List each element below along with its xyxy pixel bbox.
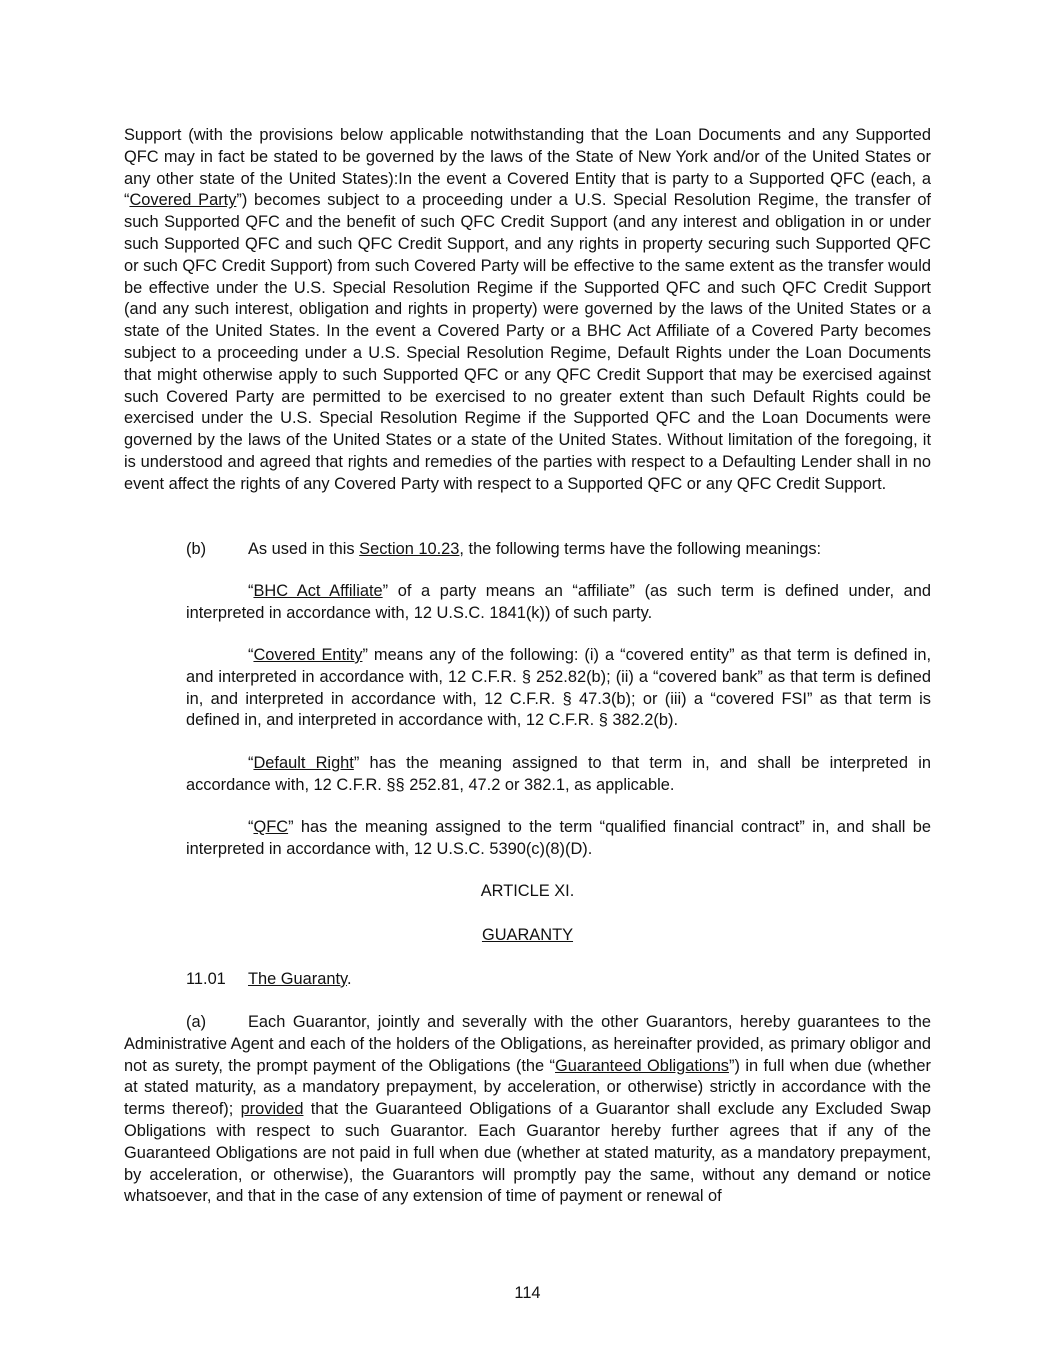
- paragraph-label: (b): [186, 540, 207, 558]
- paragraph-text: ”) in full when due (whether at stated maturity, as a mandatory prepayment, by acceleration, or otherwise) strictly in accordance with the terms thereof);: [124, 1056, 931, 1119]
- section-number: 11.01: [186, 970, 226, 988]
- definition-default-right: “Default Right” has the meaning assigned to that term in, and shall be interpreted in accordance with, 12 C.F.R. §§ 252.81, 47.2 or 382.1, as applicable.: [186, 754, 931, 794]
- paragraph-b: [186, 539, 931, 561]
- article-title: GUARANTY: [481, 926, 574, 944]
- paragraph-text: Support (with the provisions below applicable notwithstanding that the Loan Documents and any Supported QFC may in fact be stated to be governed by the laws of the State of New York and/or of the United States or any other state of the United States):In the event a Covered Entity that is party to a Supported QFC (each, a “: [124, 126, 931, 210]
- definition-bhc-act-affiliate: “BHC Act Affiliate” of a party means an “affiliate” (as such term is defined under, and interpreted in accordance with, 12 U.S.C. 1841(k)) of such party.: [186, 582, 931, 622]
- definition-text: ” has the meaning assigned to the term “qualified financial contract” in, and shall be interpreted in accordance with, 12 U.S.C. 5390(c)(8)(D).: [186, 818, 931, 858]
- paragraph-text: Each Guarantor, jointly and severally with the other Guarantors, hereby guarantees to the Administrative Agent and each of the holders of the Obligations, as hereinafter provided, as primary obligor and not as surety, the prompt payment of the Obligations (the “: [124, 1013, 931, 1075]
- article-heading: ARTICLE XI.: [480, 882, 575, 900]
- definition-qfc: “QFC” has the meaning assigned to the term “qualified financial contract” in, and shall be interpreted in accordance with, 12 U.S.C. 5390(c)(8)(D).: [186, 818, 931, 858]
- section-heading-1101: 11.01 The Guaranty.: [186, 969, 931, 991]
- provided-term: provided: [240, 1100, 304, 1119]
- definition-text: ” of a party means an “affiliate” (as such term is defined under, and interpreted in accordance with, 12 U.S.C. 1841(k)) of such party.: [186, 582, 931, 622]
- definition-text: ” means any of the following: (i) a “covered entity” as that term is defined in, and interpreted in accordance with, 12 C.F.R. § 252.82(b); (ii) a “covered bank” as that term is defined in, and interpreted in accordance with, 12 C.F.R. § 47.3(b); or (iii) a “covered FSI” as that term is defined in, and interpreted in accordance with, 12 C.F.R. § 382.2(b).: [186, 646, 932, 730]
- defined-term: Covered Entity: [253, 646, 363, 664]
- definition-covered-entity: “Covered Entity” means any of the following: (i) a “covered entity” as that term is defined in, and interpreted in accordance with, 12 C.F.R. § 252.82(b); (ii) a “covered bank” as that term is defined in, and interpreted in accordance with, 12 C.F.R. § 47.3(b); or (iii) a “covered FSI” as that term is defined in, and interpreted in accordance with, 12 C.F.R. § 382.2(b).: [186, 646, 932, 730]
- defined-term-guaranteed-obligations: Guaranteed Obligations: [555, 1056, 729, 1075]
- defined-term: Default Right: [253, 754, 354, 772]
- paragraph-text: ”) becomes subject to a proceeding under a U.S. Special Resolution Regime, the transfer of such Supported QFC and the benefit of such QFC Credit Support (and any interest and obligation in or under such Supported QFC and such QFC Credit Support, and any rights in property securing such Supported QFC or such QFC Credit Support) from such Covered Party will be effective to the same extent as the transfer would be effective under the U.S. Special Resolution Regime if the Supported QFC and such QFC Credit Support (and any such interest, obligation and rights in property) were governed by the laws of the United States or a state of the United States. In the event a Covered Party or a BHC Act Affiliate of a Covered Party becomes subject to a proceeding under a U.S. Special Resolution Regime, Default Rights under the Loan Documents that might otherwise apply to such Supported QFC or any QFC Credit Support that may be exercised against such Covered Party are permitted to be exercised to no greater extent than such Default Rights could be exercised under the U.S. Special Resolution Regime if the Supported QFC and the Loan Documents were governed by the laws of the United States or a state of the United States. Without limitation of the foregoing, it is understood and agreed that rights and remedies of the parties with respect to a Defaulting Lender shall in no event affect the rights of any Covered Party with respect to a Supported QFC or any QFC Credit Support.: [124, 191, 931, 493]
- defined-term: BHC Act Affiliate: [253, 582, 383, 600]
- defined-term-covered-party: Covered Party: [129, 191, 237, 210]
- paragraph-text: As used in this: [248, 540, 360, 558]
- paragraph-text: , the following terms have the following meanings:: [459, 540, 822, 558]
- definition-text: ” has the meaning assigned to that term in, and shall be interpreted in accordance with, 12 C.F.R. §§ 252.81, 47.2 or 382.1, as applicable.: [186, 754, 931, 794]
- paragraph-a-continued: [124, 125, 931, 496]
- paragraph-label: (a): [186, 1013, 207, 1031]
- section-reference: Section 10.23: [359, 540, 460, 558]
- paragraph-text: that the Guaranteed Obligations of a Guarantor shall exclude any Excluded Swap Obligations with respect to such Guarantor. Each Guarantor hereby further agrees that if any of the Guaranteed Obligations are not paid in full when due (whether at stated maturity, as a mandatory prepayment, by acceleration, or otherwise), the Guarantors will promptly pay the same, without any demand or notice whatsoever, and that in the case of any extension of time of payment or renewal of: [124, 1100, 931, 1206]
- paragraph-1101a: [124, 1012, 931, 1208]
- section-title: The Guaranty: [248, 970, 347, 988]
- defined-term: QFC: [253, 818, 289, 836]
- page-number: 114: [514, 1284, 541, 1302]
